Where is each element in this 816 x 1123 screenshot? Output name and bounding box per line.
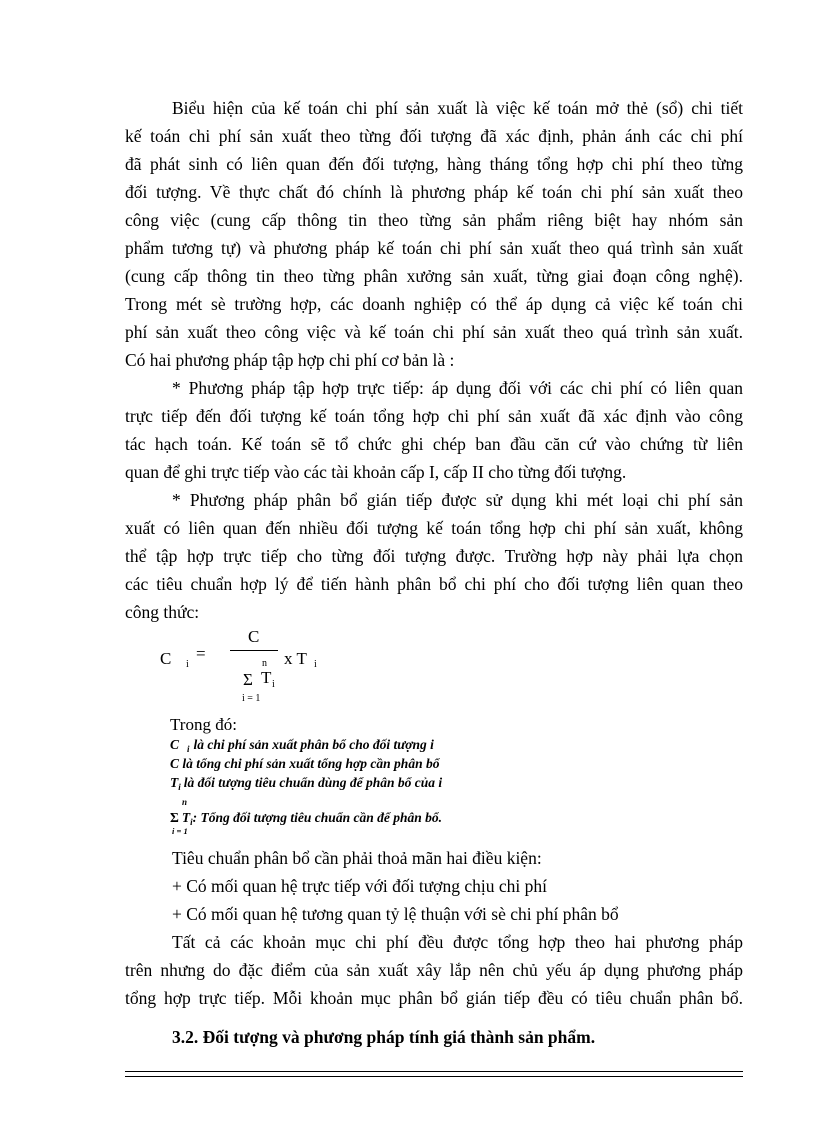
legend-ci-text: là chi phí sản xuất phân bổ cho đối tượng i xyxy=(193,737,434,752)
legend-sum-bottom: i = 1 xyxy=(172,826,188,836)
text-line: đã phát sinh có liên quan đến đối tượng, hàng tháng tổng hợp chi phí theo từng xyxy=(125,154,743,174)
legend-ti-text: là đối tượng tiêu chuẩn dùng để phân bổ của i xyxy=(183,775,443,790)
legend-ci-symbol: C xyxy=(170,737,180,752)
formula-times-sub: i xyxy=(314,659,317,670)
footer-rule-top xyxy=(125,1071,743,1072)
text-line: xuất có liên quan đến nhiều đối tượng kế toán tổng hợp chi phí sản xuất, không xyxy=(125,518,743,538)
formula-denominator: T xyxy=(261,668,272,687)
text-line: công việc (cung cấp thông tin theo từng sản phẩm riêng biệt hay nhóm sản xyxy=(125,210,743,230)
legend-ti xyxy=(170,775,442,795)
legend-ci xyxy=(170,737,434,757)
legend-ci-sub: i xyxy=(187,744,190,754)
legend-c: C là tổng chi phí sản xuất tổng hợp cần phân bổ xyxy=(170,756,440,771)
formula-denominator-sub: i xyxy=(272,679,275,690)
formula-times: x T xyxy=(284,649,307,668)
fraction-bar xyxy=(230,650,278,651)
formula-lhs-sub: i xyxy=(186,659,189,670)
condition-item: + Có mối quan hệ tương quan tỷ lệ thuận với sè chi phí phân bổ xyxy=(172,904,619,924)
legend-sum-top: n xyxy=(182,797,188,807)
text-line: thể tập hợp trực tiếp cho từng đối tượng được. Trường hợp này phải lựa chọn xyxy=(125,546,743,566)
text-line: phí sản xuất theo công việc và kế toán chi phí sản xuất theo quá trình sản xuất. xyxy=(125,322,743,342)
legend-ti-symbol: T xyxy=(170,775,179,790)
text-line: (cung cấp thông tin theo từng phân xưởng sản xuất, từng giai đoạn công nghệ). xyxy=(125,266,743,286)
text-line: kế toán chi phí sản xuất theo từng đối tượng đã xác định, phản ánh các chi phí xyxy=(125,126,743,146)
footer-rule-bottom xyxy=(125,1076,743,1077)
text-line: tổng hợp trực tiếp. Mỗi khoản mục phân bổ gián tiếp đều có tiêu chuẩn phân bổ. xyxy=(125,988,743,1008)
legend-sum-sigma: Σ xyxy=(170,810,179,825)
text-line: quan để ghi trực tiếp vào các tài khoản cấp I, cấp II cho từng đối tượng. xyxy=(125,462,627,482)
condition-item: + Có mối quan hệ trực tiếp với đối tượng chịu chi phí xyxy=(172,876,547,896)
text-line: Biểu hiện của kế toán chi phí sản xuất là việc kế toán mở thẻ (sổ) chi tiết xyxy=(172,98,743,118)
text-line: phẩm tương tự) và phương pháp kế toán chi phí sản xuất theo quá trình sản xuất xyxy=(125,238,743,258)
formula-sigma: Σ xyxy=(243,670,253,689)
legend-ti-sub: i xyxy=(178,782,181,792)
text-line: * Phương pháp tập hợp trực tiếp: áp dụng đối với các chi phí có liên quan xyxy=(172,378,743,398)
text-line: Tất cả các khoản mục chi phí đều được tổng hợp theo hai phương pháp xyxy=(172,932,743,952)
text-line: tác hạch toán. Kế toán sẽ tổ chức ghi chép ban đầu căn cứ vào chứng từ liên xyxy=(125,434,743,454)
text-line: đối tượng. Về thực chất đó chính là phương pháp kế toán chi phí sản xuất theo xyxy=(125,182,743,202)
legend-heading: Trong đó: xyxy=(170,715,237,734)
text-line: trên nhưng do đặc điểm của sản xuất xây lắp nên chủ yếu áp dụng phương pháp xyxy=(125,960,743,980)
formula-numerator: C xyxy=(248,627,260,646)
formula-equals: = xyxy=(196,644,206,663)
formula-sum-top: n xyxy=(262,658,267,669)
text-line: công thức: xyxy=(125,602,200,622)
conditions-intro: Tiêu chuẩn phân bổ cần phải thoả mãn hai điều kiện: xyxy=(172,848,542,868)
legend-sum xyxy=(170,810,442,830)
text-line: các tiêu chuẩn hợp lý để tiến hành phân bổ chi phí cho đối tượng liên quan theo xyxy=(125,574,743,594)
legend-sum-T: T xyxy=(181,810,191,825)
text-line: trực tiếp đến đối tượng kế toán tổng hợp chi phí sản xuất đã xác định vào công xyxy=(125,406,743,426)
text-line: * Phương pháp phân bổ gián tiếp được sử dụng khi mét loại chi phí sản xyxy=(172,490,743,510)
legend-sum-text: : Tổng đối tượng tiêu chuẩn cần để phân bổ. xyxy=(192,810,442,825)
formula-sum-bottom: i = 1 xyxy=(242,693,261,704)
section-heading: 3.2. Đối tượng và phương pháp tính giá thành sản phẩm. xyxy=(172,1027,596,1047)
formula-lhs: C xyxy=(160,649,172,668)
legend-sum-T-sub: i xyxy=(190,817,193,827)
text-line: Trong mét sè trường hợp, các doanh nghiệp có thể áp dụng cả việc kế toán chi xyxy=(125,294,743,314)
text-line: Có hai phương pháp tập hợp chi phí cơ bản là : xyxy=(125,350,455,370)
